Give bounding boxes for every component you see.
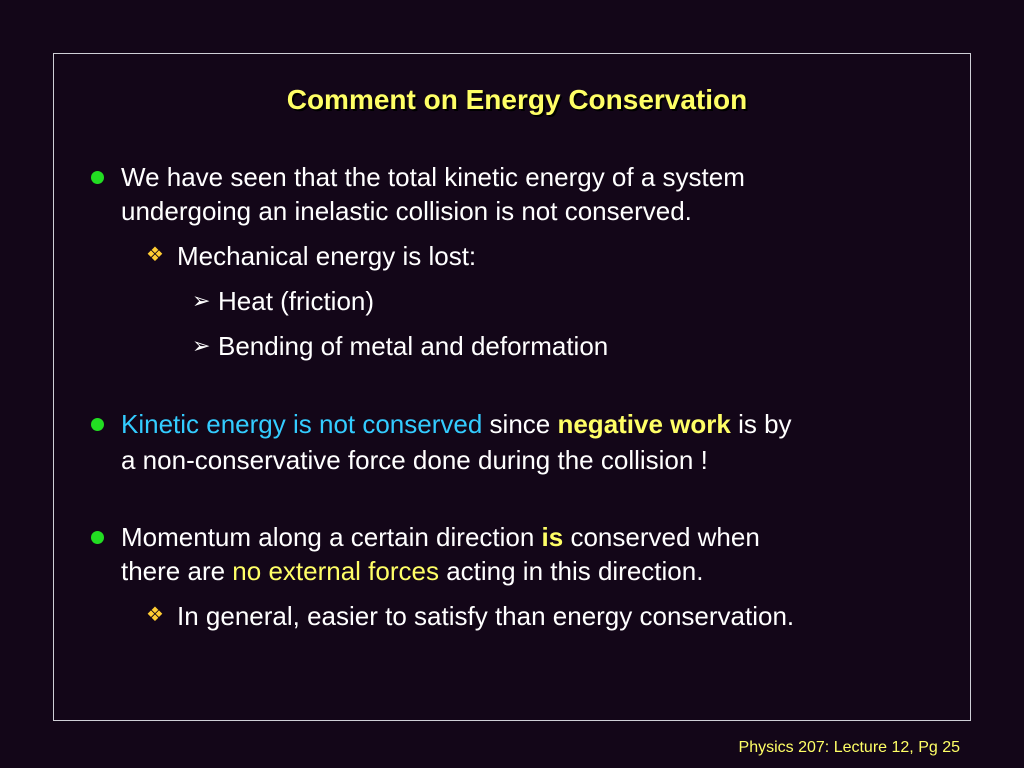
bullet3-line1 — [121, 520, 760, 554]
diamond-bullet-icon: ❖ — [146, 244, 164, 266]
there-are-text: there are — [121, 556, 233, 586]
is-emphasis-text: is — [541, 522, 564, 552]
kinetic-not-conserved-text: Kinetic energy is not conserved — [121, 409, 483, 439]
bullet1-sub1: Mechanical energy is lost: — [177, 241, 477, 271]
arrow-bullet-icon: ➢ — [192, 288, 211, 313]
momentum-text: Momentum along a certain direction — [121, 522, 542, 552]
diamond-bullet-icon: ❖ — [146, 604, 164, 626]
slide-title: Comment on Energy Conservation — [286, 84, 748, 115]
bullet3-sub1: In general, easier to satisfy than energy conservation. — [177, 601, 795, 631]
bullet1-line1: We have seen that the total kinetic energy of a system — [121, 162, 745, 192]
bullet1-subsub1: Heat (friction) — [218, 286, 375, 316]
bullet2-line2: a non-conservative force done during the collision ! — [121, 445, 708, 475]
bullet-dot-icon — [91, 531, 104, 544]
bullet2-line1 — [121, 407, 792, 441]
bullet-dot-icon — [91, 171, 104, 184]
slide-footer: Physics 207: Lecture 12, Pg 25 — [738, 739, 960, 756]
since-text: since — [482, 409, 558, 439]
bullet1-line2: undergoing an inelastic collision is not conserved. — [121, 196, 692, 226]
acting-text: acting in this direction. — [438, 556, 704, 586]
bullet3-line2 — [121, 554, 703, 588]
bullet1-subsub2: Bending of metal and deformation — [218, 331, 609, 361]
arrow-bullet-icon: ➢ — [192, 333, 211, 358]
conserved-when-text: conserved when — [563, 522, 760, 552]
is-by-text: is by — [730, 409, 792, 439]
bullet-dot-icon — [91, 418, 104, 431]
no-external-forces-text: no external forces — [232, 556, 439, 586]
negative-work-text: negative work — [557, 409, 731, 439]
